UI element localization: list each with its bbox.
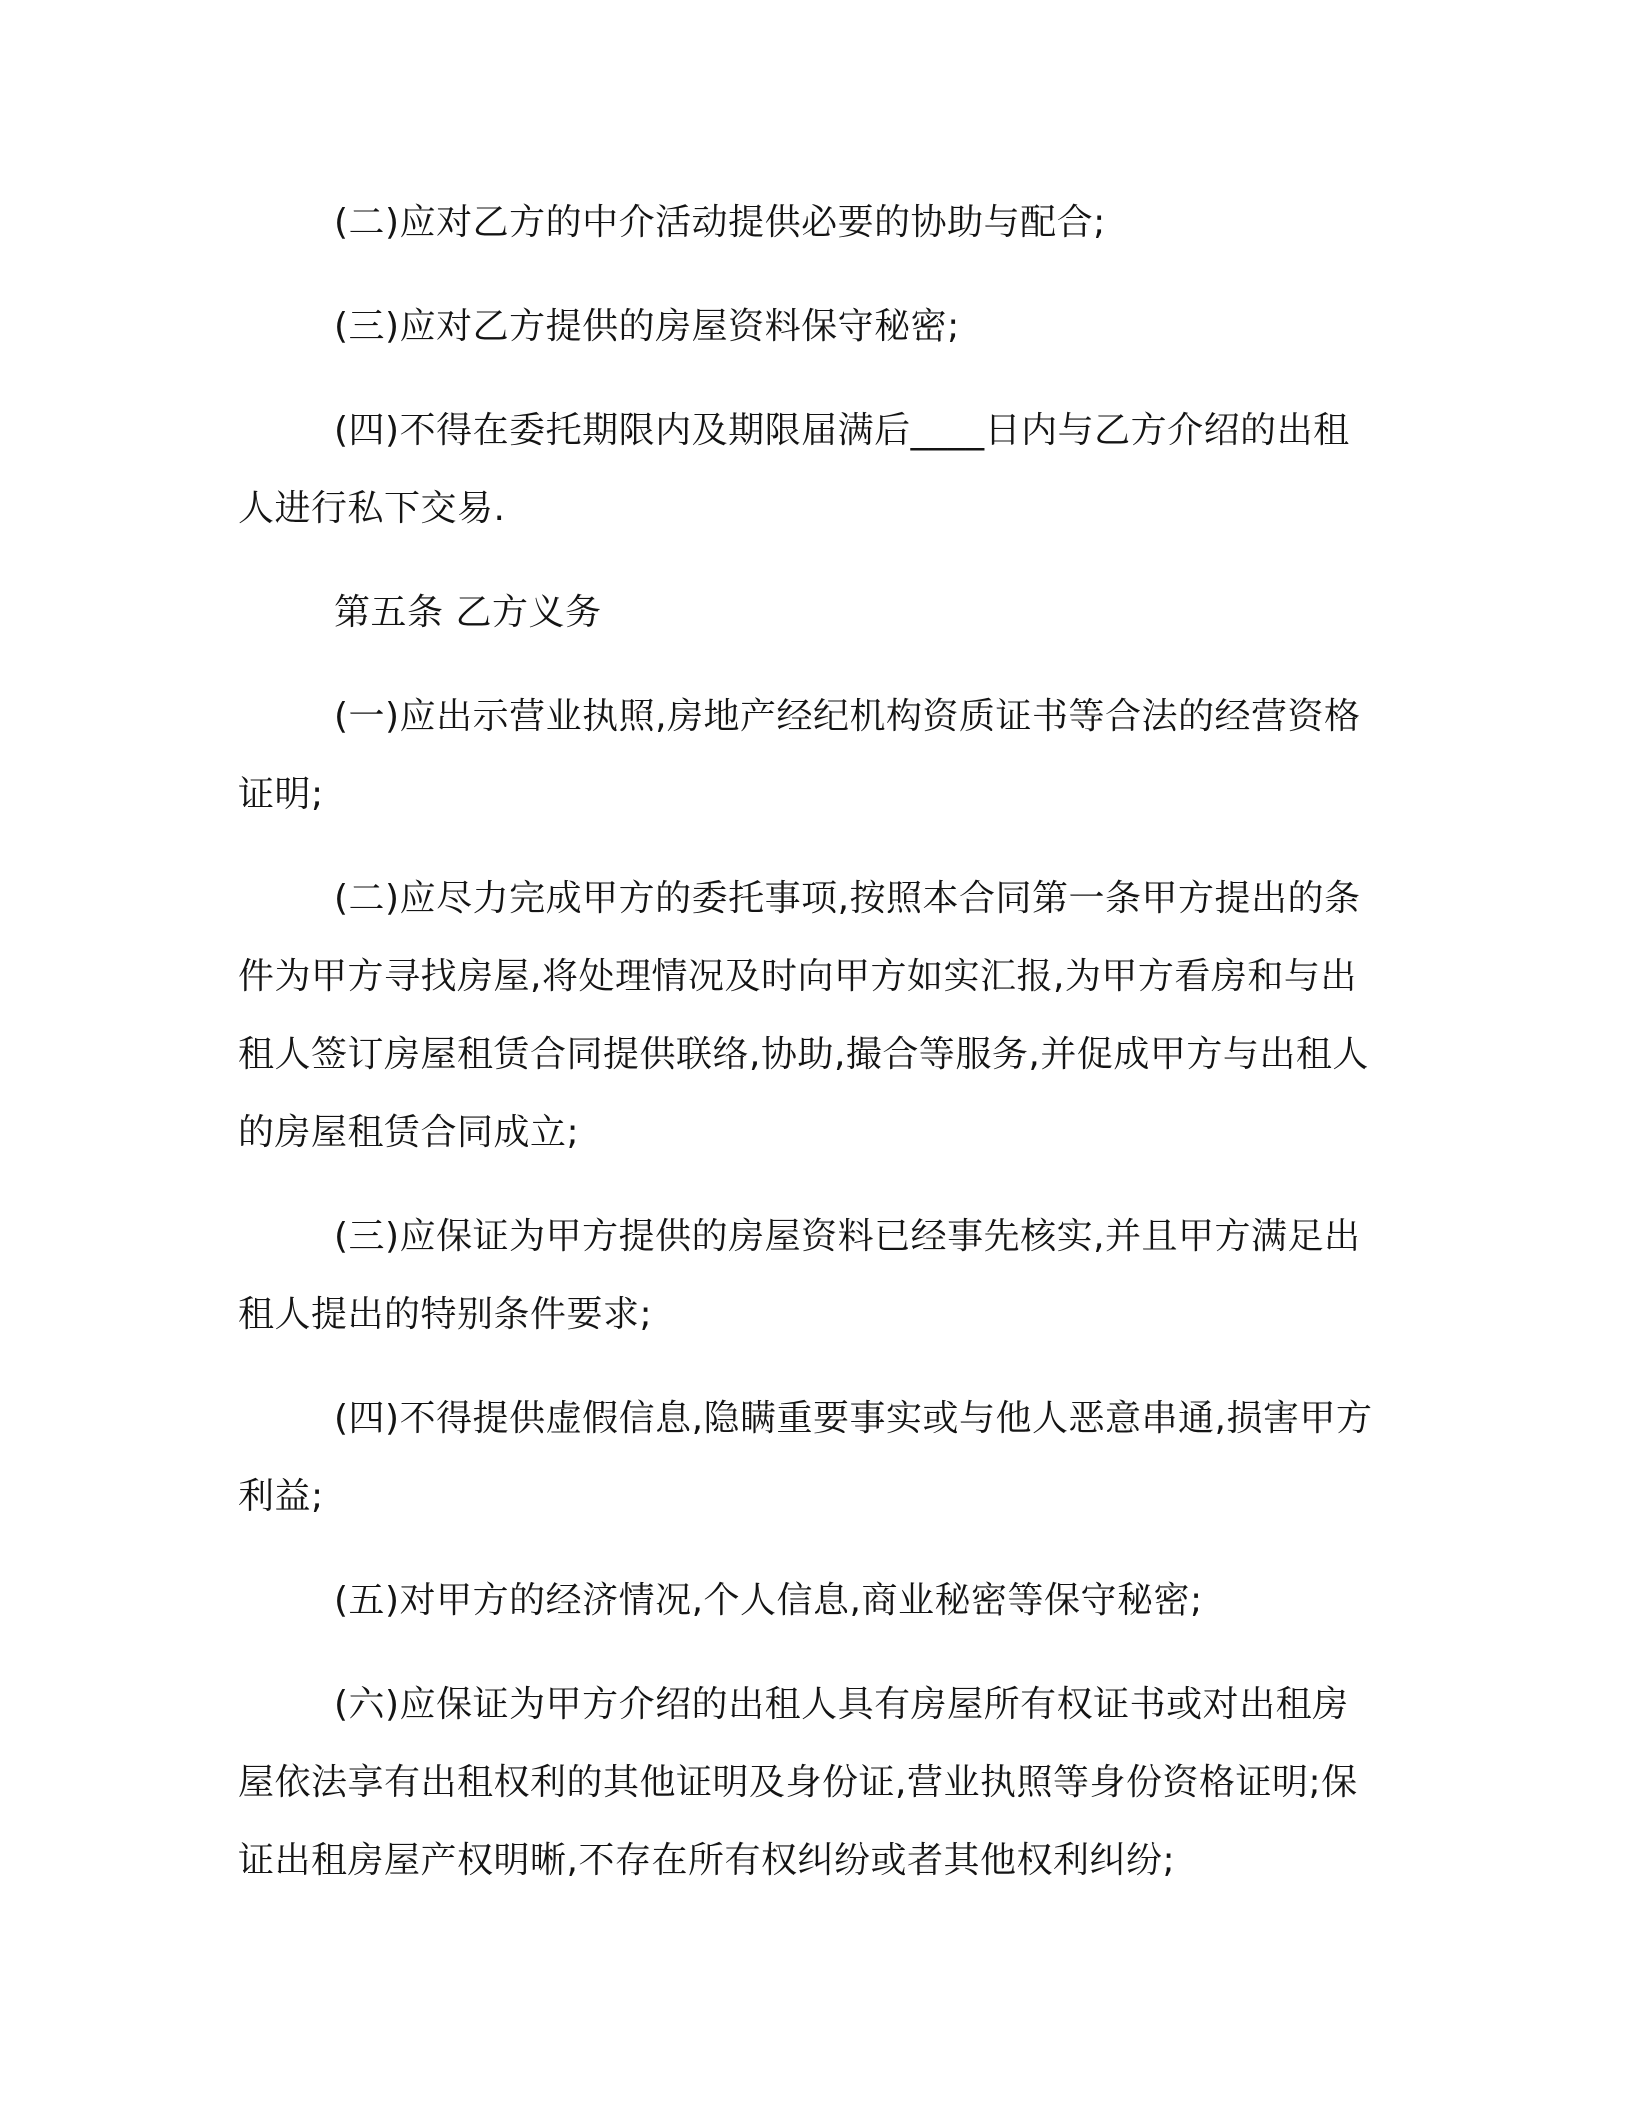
clause-paragraph: (二)应尽力完成甲方的委托事项,按照本合同第一条甲方提出的条件为甲方寻找房屋,将处理情况及时向甲方如实汇报,为甲方看房和与出租人签订房屋租赁合同提供联络,协助,撮合等服务,并促成甲方与出租人的房屋租赁合同成立; <box>238 878 1369 1153</box>
clause-paragraph: (六)应保证为甲方介绍的出租人具有房屋所有权证书或对出租房屋依法享有出租权利的其他证明及身份证,营业执照等身份资格证明;保证出租房屋产权明晰,不存在所有权纠纷或者其他权利纠纷; <box>238 1684 1358 1881</box>
clause-paragraph: (二)应对乙方的中介活动提供必要的协助与配合; <box>334 202 1106 243</box>
clause-paragraph: (五)对甲方的经济情况,个人信息,商业秘密等保守秘密; <box>334 1580 1203 1621</box>
clause-paragraph: (四)不得提供虚假信息,隐瞒重要事实或与他人恶意串通,损害甲方利益; <box>238 1398 1373 1517</box>
article-heading: 第五条 乙方义务 <box>334 592 602 633</box>
document-body <box>238 184 1378 1926</box>
clause-paragraph: (四)不得在委托期限内及期限届满后____日内与乙方介绍的出租人进行私下交易. <box>238 410 1350 529</box>
clause-paragraph: (三)应对乙方提供的房屋资料保守秘密; <box>334 306 960 347</box>
clause-paragraph: (一)应出示营业执照,房地产经纪机构资质证书等合法的经营资格证明; <box>238 696 1361 815</box>
clause-paragraph: (三)应保证为甲方提供的房屋资料已经事先核实,并且甲方满足出租人提出的特别条件要求; <box>238 1216 1361 1335</box>
